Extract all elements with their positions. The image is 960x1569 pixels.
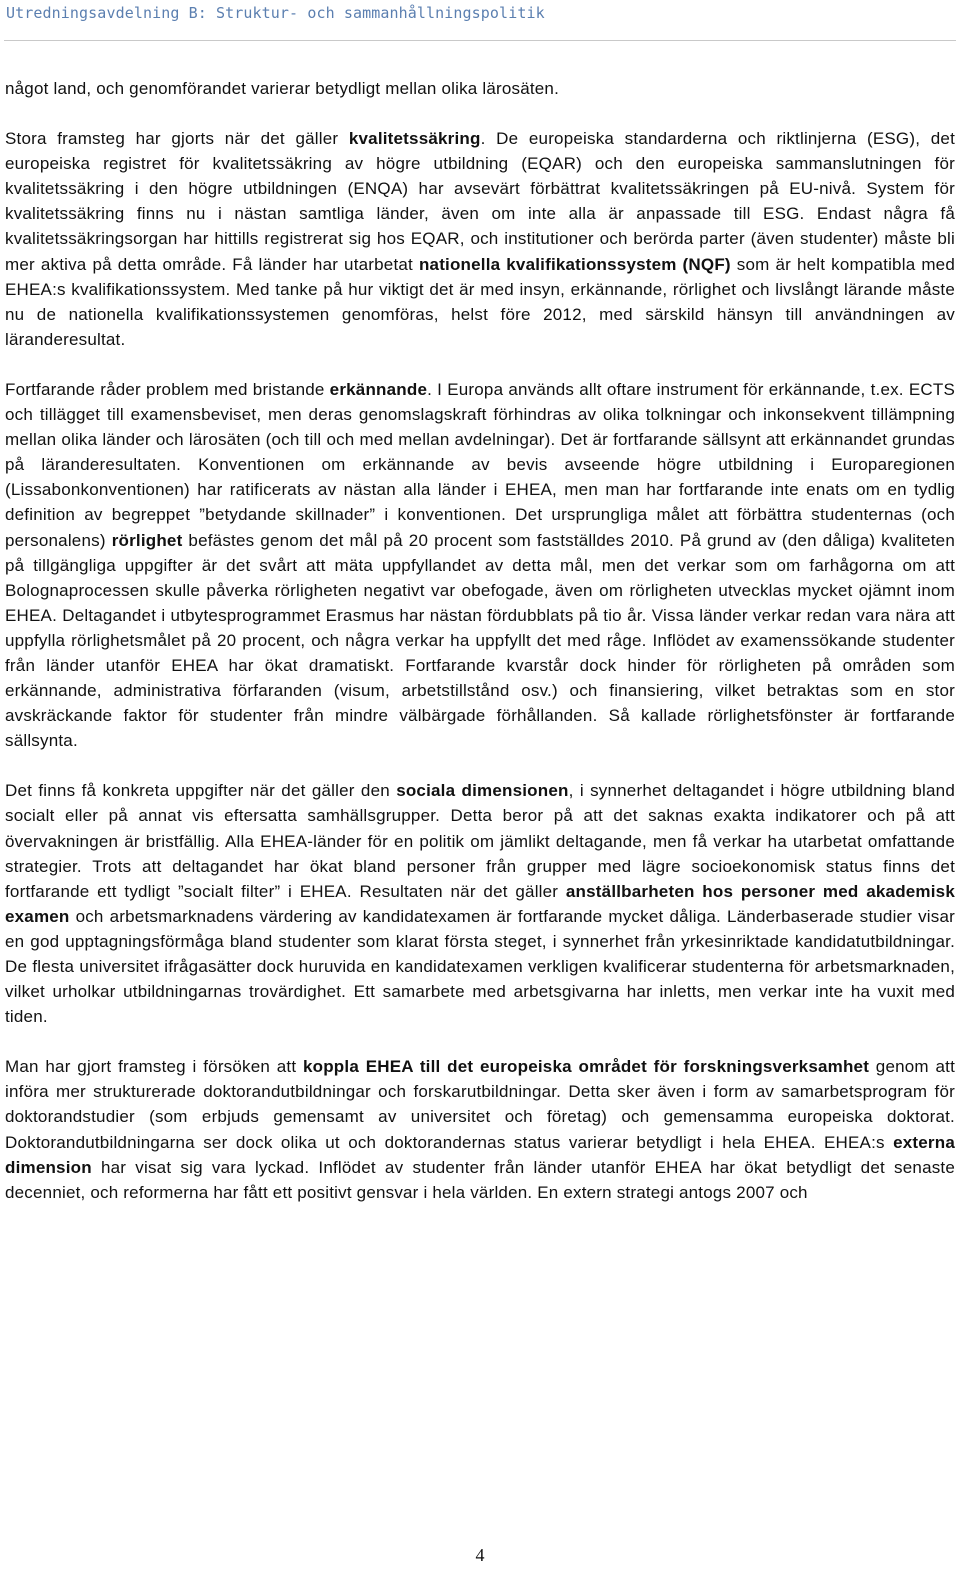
bold-term: nationella kvalifikationssystem (NQF)	[418, 254, 731, 274]
text-run: har visat sig vara lyckad. Inflödet av studenter från länder utanför EHEA har ökat betydligt det senaste decenniet, och reformerna har fått ett positivt gensvar i hela världen. En extern strategi antogs 2007 och	[5, 1157, 955, 1202]
paragraph-5	[5, 1054, 955, 1205]
page-number: 4	[475, 1545, 485, 1565]
bold-term: koppla EHEA till det europeiska området för forskningsverksamhet	[302, 1057, 870, 1077]
paragraph-4	[5, 778, 955, 1029]
paragraph-3	[5, 377, 955, 753]
bold-term: kvalitetssäkring	[348, 129, 481, 149]
text-run: . De europeiska standarderna och riktlinjerna (ESG), det europeiska registret för kvalitetssäkring av högre utbildning (EQAR) och den europeiska sammanslutningen för kvalitetssäkring i den högre utbildningen (ENQA) har avsevärt förbättrat kvalitetssäkringen på EU-nivå. System för kvalitetssäkring finns nu i nästan samtliga länder, även om inte alla är anpassade till ESG. Endast några få kvalitetssäkringsorgan har hittills registrerat sig hos EQAR, och institutioner och berörda parter (även studenter) måste bli mer aktiva på detta område. Få länder har utarbetat	[5, 129, 955, 274]
bold-term: erkännande	[329, 379, 428, 399]
paragraph-2	[5, 126, 955, 352]
text-run: Man har gjort framsteg i försöken att	[5, 1057, 303, 1077]
bold-term: anställbarheten hos personer med akademisk examen	[5, 881, 955, 926]
text-run: , i synnerhet deltagandet i högre utbildning bland socialt eller på annat vis eftersatta samhällsgrupper. Detta beror på att det saknas exakta indikatorer och på att övervakningen är bristfällig. Alla EHEA-länder för en politik om jämlikt deltagande, men få verkar ha utarbetat omfattande strategier. Trots att deltagandet har ökat bland personer från grupper med lägre socioekonomisk status finns det fortfarande ett tydligt ”socialt filter” i EHEA. Resultaten när det gäller	[5, 781, 955, 901]
bold-term: rörlighet	[111, 530, 183, 550]
text-run: Stora framsteg har gjorts när det gäller	[5, 129, 349, 149]
text-run: och arbetsmarknadens värdering av kandidatexamen är fortfarande mycket dåliga. Länderbaserade studier visar en god upptagningsförmåga bland studenter som klarat första steget, i synnerhet från yrkesinriktade kandidatutbildningar. De flesta universitet ifrågasätter dock huruvida en kandidatexamen verkligen kvalificerar studenterna för arbetsmarknaden, vilket urholkar utbildningarnas trovärdighet. Ett samarbete med arbetsgivarna har inletts, men verkar inte ha vuxit med tiden.	[5, 906, 955, 1027]
text-run: Fortfarande råder problem med bristande	[5, 379, 330, 399]
document-body	[5, 76, 955, 1230]
text-run: genom att införa mer strukturerade doktorandutbildningar och forskarutbildningar. Detta sker även i form av samarbetsprogram för doktorandstudier (som erbjuds gemensamt av universitet och företag) och gemensamma europeiska doktorat. Doktorandutbildningarna ser dock olika ut och doktorandernas status varierar betydligt i hela EHEA. EHEA:s	[5, 1057, 955, 1152]
running-header: Utredningsavdelning B: Struktur- och sammanhållningspolitik	[6, 4, 545, 22]
paragraph-1	[5, 76, 955, 101]
text-run: . I Europa används allt oftare instrument för erkännande, t.ex. ECTS och tillägget till examensbeviset, men deras genomslagskraft förhindras av olika tolkningar och inkonsekvent tillämpning mellan olika länder och lärosäten (och till och med mellan avdelningar). Det är fortfarande sällsynt att erkännandet grundas på läranderesultaten. Konventionen om erkännande av bevis avseende högre utbildning i Europaregionen (Lissabonkonventionen) har ratificerats av nästan alla länder i EHEA, men man har fortfarande inte enats om en tydlig definition av begreppet ”betydande skillnader” i konventionen. Det ursprungliga målet att förbättra studenternas (och personalens)	[5, 379, 955, 550]
text-run: Det finns få konkreta uppgifter när det gäller den	[5, 781, 397, 801]
header-rule	[4, 40, 956, 41]
text-run: befästes genom det mål på 20 procent som fastställdes 2010. På grund av (den dåliga) kvaliteten på tillgängliga uppgifter är det svårt att mäta uppfyllandet av detta mål, men det verkar som om farhågorna om att Bolognaprocessen skulle påverka rörligheten negativt var obefogade, även om rörligheten utvecklas mycket ojämnt inom EHEA. Deltagandet i utbytesprogrammet Erasmus har nästan fördubblats på tio år. Vissa länder verkar redan vara nära att uppfylla rörlighetsmålet på 20 procent, och några verkar ha uppfyllt det med råge. Inflödet av examenssökande studenter från länder utanför EHEA har ökat dramatiskt. Fortfarande kvarstår dock hinder för rörligheten på områden som erkännande, administrativa förfaranden (visum, arbetstillstånd osv.) och finansiering, vilket betraktas som en stor avskräckande faktor för studenter från mindre välbärgade förhållanden. Så kallade rörlighetsfönster är fortfarande sällsynta.	[5, 530, 955, 751]
text-run: något land, och genomförandet varierar betydligt mellan olika lärosäten.	[5, 79, 560, 98]
bold-term: sociala dimensionen	[396, 781, 569, 801]
text-run: som är helt kompatibla med EHEA:s kvalifikationssystem. Med tanke på hur viktigt det är med insyn, erkännande, rörlighet och livslångt lärande måste nu de nationella kvalifikationssystemen genomföras, helst före 2012, med särskild hänsyn till användningen av läranderesultat.	[5, 254, 955, 349]
bold-term: externa dimension	[5, 1132, 955, 1177]
